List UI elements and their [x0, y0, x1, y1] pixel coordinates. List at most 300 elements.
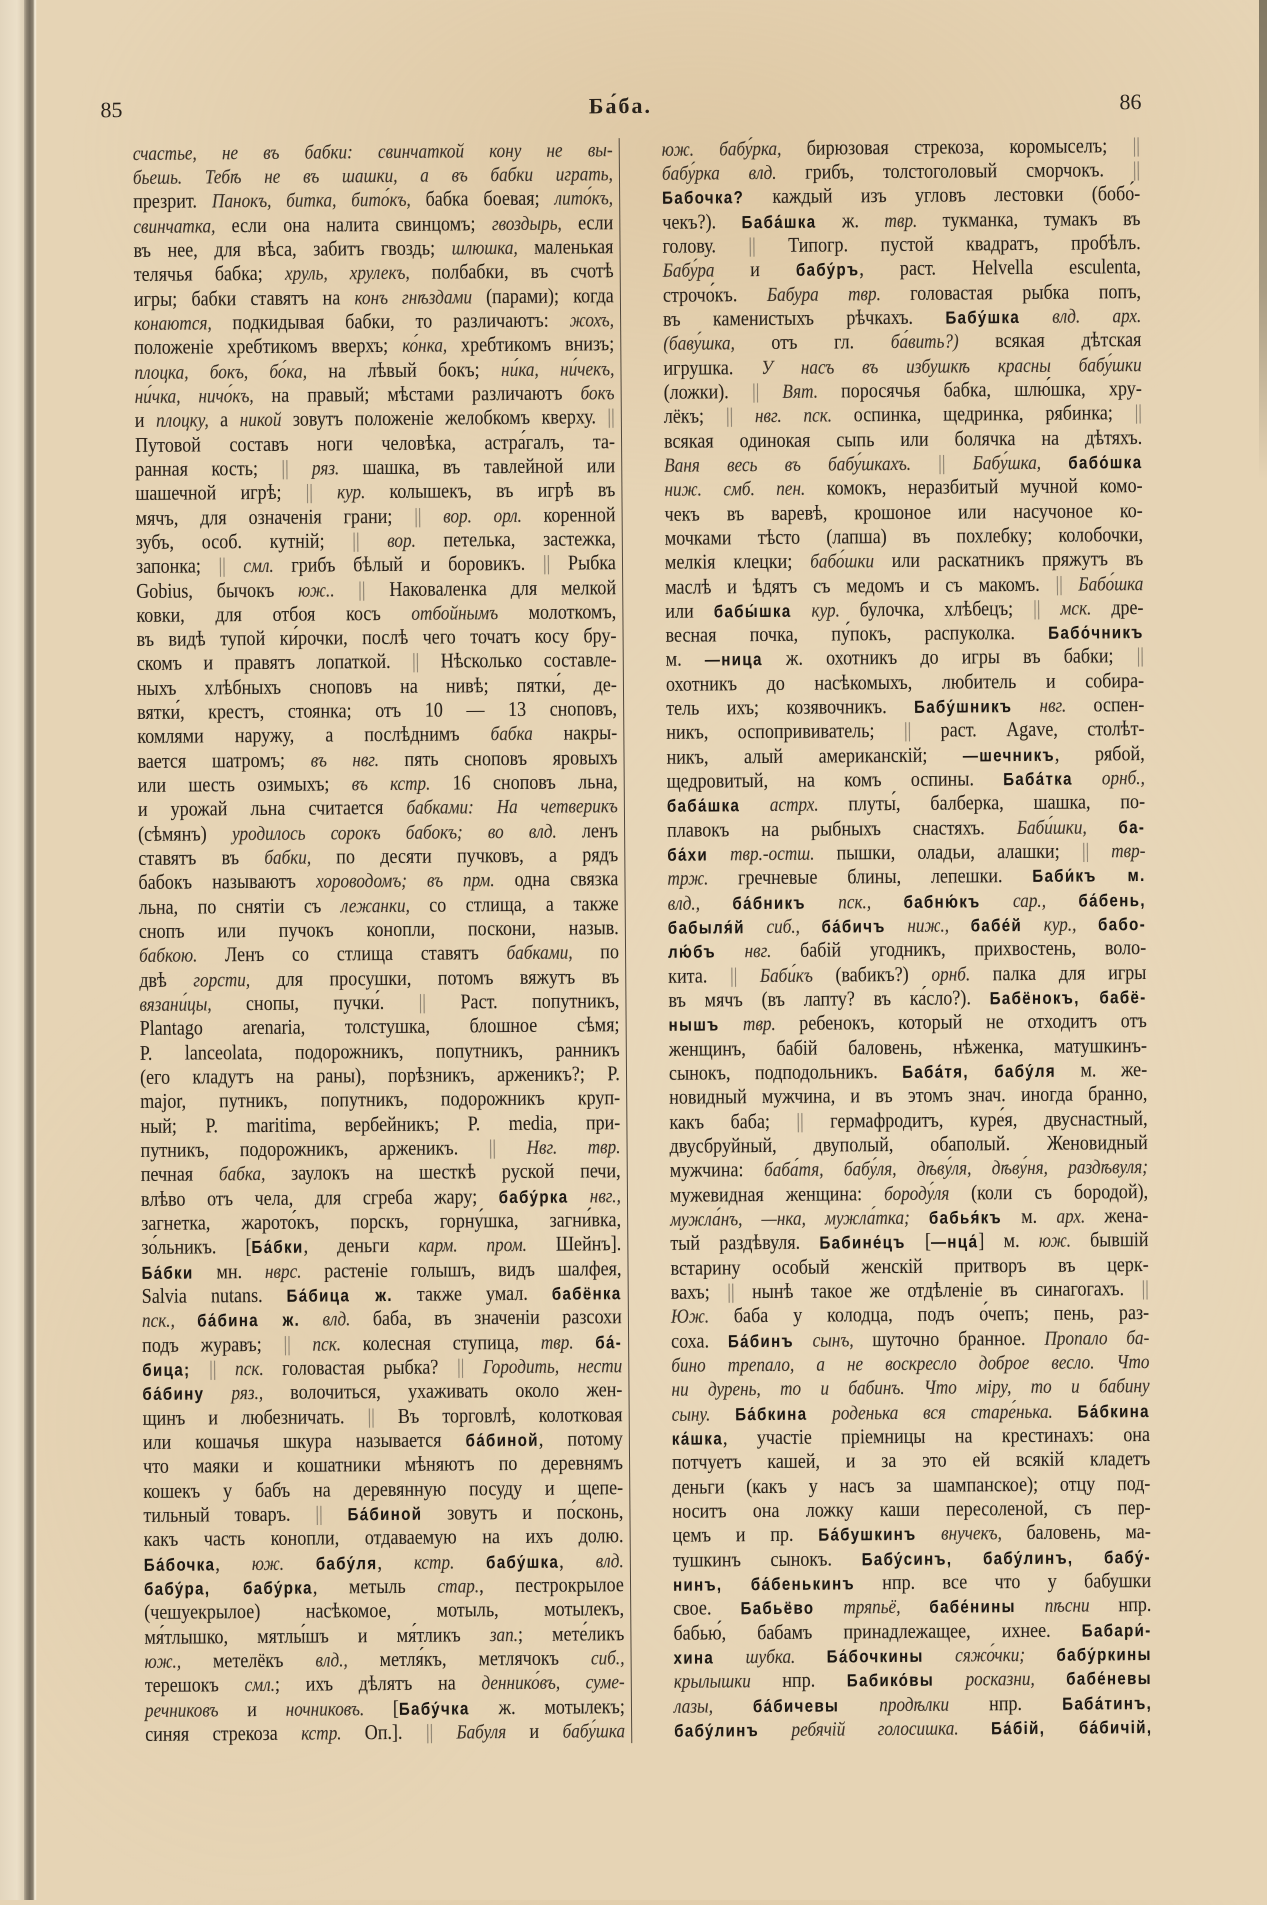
text-line [137, 794, 617, 822]
text-run: комокъ, неразбитый мучной комо- [826, 473, 1143, 500]
text-line [672, 1446, 1150, 1474]
text-line [673, 1519, 1151, 1547]
italic-text: деннико́въ, суме- [480, 1671, 625, 1695]
italic-text: ребячій голосишка. [758, 1717, 992, 1741]
text-run: Salvia nutans. [141, 1282, 287, 1308]
headword: Бабу́шка [945, 306, 1021, 328]
section-separator: || [1141, 1276, 1149, 1301]
text-run: охотникъ до насѣкомыхъ, любитель и собира- [665, 667, 1145, 696]
text-run: женщинъ, бабій баловень, нѣженка, матушкинъ- [668, 1032, 1148, 1061]
section-separator: || [1134, 400, 1143, 425]
headword: бабу́ркины [1056, 1643, 1152, 1665]
text-run: (вабикъ?) [835, 961, 932, 987]
text-run: дре- [1111, 594, 1144, 620]
text-line [143, 1523, 623, 1551]
italic-text: орнб. [931, 962, 993, 986]
text-line [137, 745, 617, 773]
headword: Ба́бки [140, 1262, 194, 1283]
text-run: подъ журавъ; [141, 1331, 284, 1357]
italic-text: бабкою. [138, 944, 225, 968]
text-run: мелкія клецки; [664, 548, 811, 574]
text-run: щедровитый, на комъ оспины. [666, 766, 1004, 793]
text-line [133, 234, 613, 262]
text-run: , пестрокрылое [478, 1572, 624, 1598]
text-line [663, 327, 1141, 355]
text-line [138, 891, 618, 919]
text-run: путникъ, подорожникъ, арженикъ. [140, 1135, 489, 1162]
text-line [133, 283, 613, 311]
italic-text: бабка, [218, 1163, 291, 1186]
text-line [662, 206, 1140, 234]
text-run: кошекъ у бабъ на деревянную посуду и щепе- [142, 1474, 623, 1503]
text-run: маленькая [533, 234, 613, 259]
italic-text: свинчатка, [132, 214, 232, 238]
text-line [664, 376, 1142, 404]
text-line [667, 838, 1145, 866]
italic-text: продѣлки [839, 1692, 990, 1717]
italic-text: пск., [805, 890, 904, 914]
text-run: ; мете́ликъ [517, 1620, 624, 1646]
headword: ба́- [594, 1331, 622, 1353]
italic-text: крылышки [673, 1670, 783, 1694]
italic-text: нврс. [264, 1260, 324, 1283]
italic-text: хороводомъ; въ прм. [315, 869, 515, 893]
text-run: голову. [662, 233, 749, 258]
text-run: кита. [668, 963, 731, 988]
italic-text: ба́вить?) [890, 330, 996, 354]
section-separator: || [751, 378, 760, 403]
section-separator: || [413, 503, 422, 528]
text-run: одна связка [513, 866, 618, 892]
italic-text: ночниковъ. [285, 1697, 393, 1721]
text-line [671, 1325, 1149, 1353]
italic-text: бороду́ля [884, 1182, 972, 1205]
text-line [140, 1110, 620, 1138]
text-run: ; ихъ дѣлятъ на [274, 1670, 482, 1697]
text-line [142, 1329, 622, 1357]
headword: бабо- [1098, 914, 1147, 935]
italic-text: юж. [1038, 1229, 1091, 1253]
section-separator: || [1132, 132, 1140, 157]
text-run: весная почка, пу́покъ, распуколка. [665, 619, 1049, 647]
text-run: колесная ступица, [362, 1329, 541, 1355]
text-run: Нѣсколько составле- [418, 647, 617, 674]
italic-text: роденька вся старе́нька. [807, 1400, 1078, 1425]
text-run: загнетка, жарото́къ, порскъ, горну́шка, загни́вка, [140, 1207, 621, 1235]
headword: Ба́бочка [143, 1553, 215, 1575]
section-separator: || [425, 1719, 433, 1744]
text-run: Ленъ со стлища ставятъ [224, 940, 507, 967]
text-run: льна, по снятіи съ [138, 893, 341, 919]
text-run: мужчина: [669, 1157, 765, 1183]
text-line [672, 1398, 1150, 1426]
text-run: вятки́, крестъ, стоянка; отъ 10 — 13 сноповъ, [136, 696, 617, 725]
italic-text: орнб., [1072, 767, 1145, 790]
text-line [143, 1572, 623, 1600]
text-line [671, 1300, 1149, 1328]
text-run: если [577, 209, 613, 235]
italic-text: бокъ [579, 382, 615, 405]
text-line [137, 769, 617, 797]
text-line [144, 1645, 624, 1673]
text-run: бывшій [1089, 1227, 1149, 1252]
text-line [144, 1669, 624, 1697]
italic-text: сиб., [744, 915, 822, 939]
text-run: если она налита свинцомъ; [230, 210, 492, 237]
text-run: 16 сноповъ льна, [451, 769, 618, 795]
headword: —шечникъ [962, 744, 1055, 766]
italic-text: вязани́цы, [138, 993, 246, 1016]
text-run: никъ, оспопрививатель; [666, 718, 905, 745]
text-line [673, 1592, 1151, 1620]
text-line [662, 230, 1140, 258]
text-line [144, 1596, 624, 1624]
text-run: мужевидная женщина: [669, 1180, 885, 1207]
text-line [665, 498, 1143, 526]
text-run: колышекъ, въ игрѣ въ [388, 477, 615, 504]
headword: Ба́бки [250, 1236, 304, 1258]
section-separator: || [282, 1331, 291, 1356]
italic-text: бабка [490, 723, 564, 746]
text-run: нынѣ такое же отдѣленіе въ синагогахъ. [734, 1276, 1142, 1304]
text-line [668, 935, 1146, 963]
text-run: Типогр. пустой квадратъ, пробѣлъ. [755, 229, 1141, 257]
text-run: нпр. [1118, 1592, 1152, 1617]
text-line [665, 619, 1143, 647]
section-separator: || [1132, 156, 1141, 182]
text-run: Plantago arenaria, толстушка, блошное сѣмя; [139, 1012, 620, 1041]
text-run: зубъ, особ. кутній; [135, 528, 352, 554]
italic-text: кур., [1021, 913, 1099, 937]
text-line [674, 1665, 1152, 1693]
italic-text: влд. [299, 1308, 373, 1332]
text-line [143, 1475, 623, 1503]
italic-text: нвг. пск. [733, 404, 854, 428]
text-run: маслѣ и ѣдятъ съ медомъ и съ макомъ. [665, 571, 1056, 599]
headword: бабу́шка [485, 1551, 559, 1572]
text-line [666, 668, 1144, 696]
text-run: Рыбка [549, 550, 616, 575]
headword: ба́бень, [1078, 889, 1146, 911]
text-run: какъ баба; [669, 1108, 797, 1134]
text-line [662, 133, 1140, 161]
text-run: ныхъ хлѣбныхъ сноповъ на нивѣ; пятки́, де- [136, 671, 617, 700]
headword: бабню́къ [903, 891, 981, 912]
text-run: головастая рыбка? [281, 1354, 457, 1380]
text-run: щинъ и любезничать. [142, 1403, 368, 1430]
section-separator: || [748, 232, 756, 258]
text-run: ленъ [581, 817, 618, 843]
headword: Бабо́чникъ [1048, 622, 1144, 643]
italic-text: стар. [436, 1575, 479, 1598]
section-separator: || [357, 576, 366, 601]
italic-text: арх. [1056, 1205, 1105, 1228]
text-run: комлями наружу, а послѣднимъ [136, 721, 491, 749]
text-run: Наковаленка для мелкой [364, 574, 616, 601]
text-line [134, 307, 614, 335]
text-run: нпр. [989, 1690, 1063, 1715]
text-line [673, 1568, 1151, 1596]
text-run: скомъ и правятъ лопаткой. [136, 649, 412, 676]
text-run: хребтикомъ внизъ; [460, 331, 614, 357]
headword: бабу́ръ [795, 259, 860, 280]
text-line [136, 672, 616, 700]
section-separator: || [189, 1356, 235, 1381]
text-run: и [750, 256, 797, 282]
section-separator: || [938, 450, 946, 475]
text-run: баба, въ значеніи разсохи [372, 1304, 622, 1331]
text-run: ный; P. maritima, вербейникъ; P. media, при- [139, 1109, 620, 1138]
text-run: отъ гл. [771, 329, 891, 355]
text-run: (парами); когда [485, 282, 614, 308]
italic-text: росказни, [933, 1667, 1067, 1691]
text-run: для просушки, потомъ вяжутъ въ [275, 963, 619, 991]
headword: Ба́бкина [1077, 1400, 1150, 1422]
text-line [670, 1252, 1148, 1280]
text-line [663, 303, 1141, 331]
text-line [672, 1495, 1150, 1523]
headword: Бабине́цъ [819, 1232, 906, 1253]
text-run: носитъ она ложку каши пересоленой, съ пер- [672, 1494, 1151, 1523]
headword: —ница [704, 649, 763, 670]
text-line [665, 571, 1143, 599]
italic-text: ряз., [203, 1382, 290, 1405]
italic-text: кур. [312, 481, 390, 504]
italic-text: твр. [540, 1331, 595, 1354]
text-run: ребенокъ, который не отходитъ отъ [799, 1008, 1147, 1036]
italic-text: шубка. [714, 1645, 827, 1669]
section-separator: || [418, 989, 426, 1014]
text-run: гречневые блины, лепешки. [737, 863, 1033, 890]
text-run: ж. [816, 207, 885, 233]
italic-text: лежанки, [340, 894, 429, 918]
headword: —нца́ [930, 1231, 979, 1253]
text-run: , [558, 1547, 596, 1573]
text-run: всякая одинокая сыпь или болячка на дѣтяхъ. [663, 424, 1143, 453]
headword: бабыля́й [667, 917, 745, 938]
italic-text: пск. [234, 1357, 282, 1381]
text-run: ж. охотникъ до игры въ бабки; [762, 643, 1137, 671]
text-run: со стлища, а также [428, 890, 619, 917]
text-line [140, 1134, 620, 1162]
text-run: P. lanceolata, подорожникъ, попутникъ, ранникъ [139, 1036, 620, 1065]
text-line [141, 1207, 621, 1235]
text-run: никъ, алый американскій; [666, 742, 963, 769]
headword: Бабьёво [740, 1597, 815, 1619]
italic-text: плоцка, бокъ, бо́ка, [133, 359, 328, 384]
text-line [662, 157, 1140, 185]
headword: ба́бина ж. [196, 1310, 300, 1331]
headword: баба́шка [666, 795, 741, 817]
text-run: бирюзовая стрекоза, коромыселъ; [806, 132, 1133, 160]
text-line [137, 696, 617, 724]
text-line [142, 1402, 622, 1430]
text-run: шашка, въ тавлейной или [361, 453, 615, 480]
text-run: зо́льникъ. [ [140, 1234, 252, 1260]
text-run: молоткомъ, [527, 598, 616, 624]
text-run: печная [140, 1161, 219, 1187]
headword: лю́бъ [667, 941, 717, 963]
text-line [133, 210, 613, 238]
italic-text: У насъ въ избушкѣ красны бабу́шки [761, 353, 1142, 379]
italic-text: сынъ, [793, 1328, 873, 1352]
italic-text: тряпьё, [814, 1596, 930, 1619]
text-run: м. [1001, 1203, 1057, 1229]
italic-text: нвг. [1012, 694, 1094, 718]
italic-text: астрх. [740, 793, 849, 817]
text-line [671, 1276, 1149, 1304]
headword: Ба́бкина [735, 1403, 808, 1424]
text-run: на лѣвый бокъ; [327, 356, 501, 382]
text-run: Раст. попутникъ, [425, 988, 619, 1014]
headword: Ба́бій, ба́бичій, [990, 1716, 1153, 1739]
text-run: тый раздѣвуля. [670, 1229, 820, 1256]
italic-text: ни́чка, ничо́къ, [134, 384, 272, 408]
italic-text: пск., [141, 1309, 197, 1333]
text-line [669, 1033, 1147, 1061]
text-run: каждый изъ угловъ лестовки (бобо́- [744, 181, 1141, 209]
text-run: чекъ?). [662, 208, 742, 234]
text-run: цемъ и пр. [672, 1521, 819, 1548]
text-run: поросячья бабка, шлю́шка, хру- [840, 375, 1142, 403]
italic-text: Нвг. твр. [495, 1136, 621, 1160]
text-run: , [214, 1550, 252, 1575]
italic-text: ряз. [288, 457, 363, 480]
italic-text: ниж. смб. пен. [664, 477, 827, 501]
section-separator: || [314, 1501, 323, 1526]
text-line [673, 1617, 1151, 1645]
italic-text: жохъ, [569, 309, 614, 332]
text-run: телячья бабка; [133, 260, 285, 287]
text-run: и урожай льна считается [137, 795, 407, 822]
text-run: баба у колодца, подъ о́чепъ; пень, раз- [733, 1300, 1150, 1328]
italic-text: зап. [489, 1623, 518, 1646]
text-line [663, 254, 1141, 282]
section-separator: || [280, 455, 289, 480]
italic-text: Вят. [759, 380, 842, 403]
text-run: Шейнъ]. [555, 1231, 621, 1257]
text-run: снопъ или пучокъ конопли, поскони, назыв. [138, 915, 619, 944]
headword: Бабари́- [1081, 1619, 1152, 1641]
text-run: шашечной игрѣ; [134, 479, 306, 506]
headword: нинъ, ба́бенькинъ [672, 1573, 855, 1595]
italic-text: шлюшка, [451, 236, 534, 260]
text-line [664, 400, 1142, 428]
text-run: зовутъ и по́сконь, [421, 1499, 623, 1525]
text-run: потчуетъ кашей, и за это ей всякій кладетъ [671, 1446, 1151, 1475]
italic-text: влд. [595, 1549, 624, 1572]
text-run: какъ часть конопли, отдаваемую на ихъ долю. [143, 1523, 624, 1552]
text-line [143, 1548, 623, 1576]
section-separator: || [305, 479, 313, 504]
headword: бабу́ра, бабу́рка [143, 1577, 313, 1599]
headword: ба- [1118, 816, 1146, 838]
text-run: лёкъ; [663, 403, 727, 428]
text-line [672, 1422, 1150, 1450]
text-line [666, 692, 1144, 720]
text-run: также умал. [392, 1280, 552, 1306]
text-line [668, 887, 1146, 915]
text-run: терешокъ [144, 1672, 245, 1698]
text-run: грибъ бѣлый и боровикъ. [290, 550, 543, 577]
italic-text: твр. [884, 209, 943, 232]
text-run: м. [665, 646, 705, 672]
italic-text: внучекъ, [916, 1522, 1027, 1546]
text-line [669, 1057, 1147, 1085]
text-line [671, 1349, 1149, 1377]
italic-text: нвг., [567, 1184, 621, 1208]
text-run: [ [905, 1229, 932, 1254]
text-run: , рябой, [1054, 740, 1145, 766]
text-line [673, 1544, 1151, 1572]
text-run: строчо́къ. [662, 281, 768, 307]
text-run: свое. [673, 1595, 741, 1621]
section-separator: || [217, 553, 226, 578]
italic-text: твр- [1089, 840, 1146, 863]
text-run: [ [392, 1695, 399, 1720]
italic-text: вор. [358, 529, 444, 553]
section-separator: || [488, 1135, 496, 1160]
text-run: (ложки). [663, 378, 753, 404]
text-run: новидный мужчина, и въ этомъ знач. иногда бранно, [669, 1081, 1148, 1110]
text-run: и [246, 1696, 286, 1721]
italic-text: Баби́шки, [1016, 816, 1119, 839]
text-line [662, 181, 1140, 209]
text-run: вахъ; [670, 1279, 728, 1304]
text-run: сынокъ, подподольникъ. [668, 1058, 903, 1085]
italic-text: Пропало ба- [1044, 1326, 1150, 1350]
section-separator: || [1033, 595, 1041, 620]
text-run: полбабки, въ счотѣ [431, 258, 614, 284]
text-run: оспинка, щедринка, рябинка; [853, 400, 1135, 427]
text-run: въ видѣ тупой ки́рочки, послѣ чего точатъ косу бру- [135, 623, 617, 652]
italic-text: пѣсни [1015, 1594, 1119, 1618]
text-line [141, 1304, 621, 1332]
section-separator: || [351, 528, 360, 553]
text-line [135, 477, 615, 505]
text-line [140, 1183, 620, 1211]
headword: Бабико́вы [846, 1669, 935, 1691]
text-line [132, 161, 612, 189]
italic-text: кстр. [413, 1550, 486, 1574]
text-run: влѣво отъ чела, для сгреба жару; [140, 1183, 499, 1211]
italic-text: ко́нка, [401, 334, 461, 358]
italic-text: баба́тя, бабу́ля, дѣву́ля, дѣву́ня, раздѣвуля; [763, 1156, 1149, 1182]
text-line [133, 185, 613, 213]
text-run: жена- [1104, 1203, 1149, 1228]
text-line [145, 1718, 625, 1746]
section-separator: || [796, 1108, 804, 1133]
headword: бица; [141, 1359, 191, 1380]
text-run: ставятъ въ [137, 845, 264, 871]
italic-text: трж. [667, 867, 739, 891]
italic-text: речниковъ [144, 1698, 247, 1722]
left-column [132, 136, 703, 1746]
text-line [670, 1203, 1148, 1231]
italic-text: счастье, не въ бабки: свинчаткой кону не вы- [132, 138, 613, 165]
italic-text: (баву́шка, [663, 332, 772, 356]
headword: Бабу́синъ, бабу́линъ, бабу́- [861, 1546, 1152, 1569]
text-line [668, 911, 1146, 939]
right-column [662, 132, 1231, 1742]
headword: бабо́шка [1068, 451, 1143, 473]
text-line [668, 984, 1146, 1012]
text-line [671, 1373, 1149, 1401]
text-line [670, 1154, 1148, 1182]
italic-text: твр. [719, 1013, 800, 1036]
text-run: мочками тѣсто (лапша) въ похлебку; колобочки, [664, 521, 1144, 550]
italic-text: конъ гнѣздами [353, 285, 486, 309]
